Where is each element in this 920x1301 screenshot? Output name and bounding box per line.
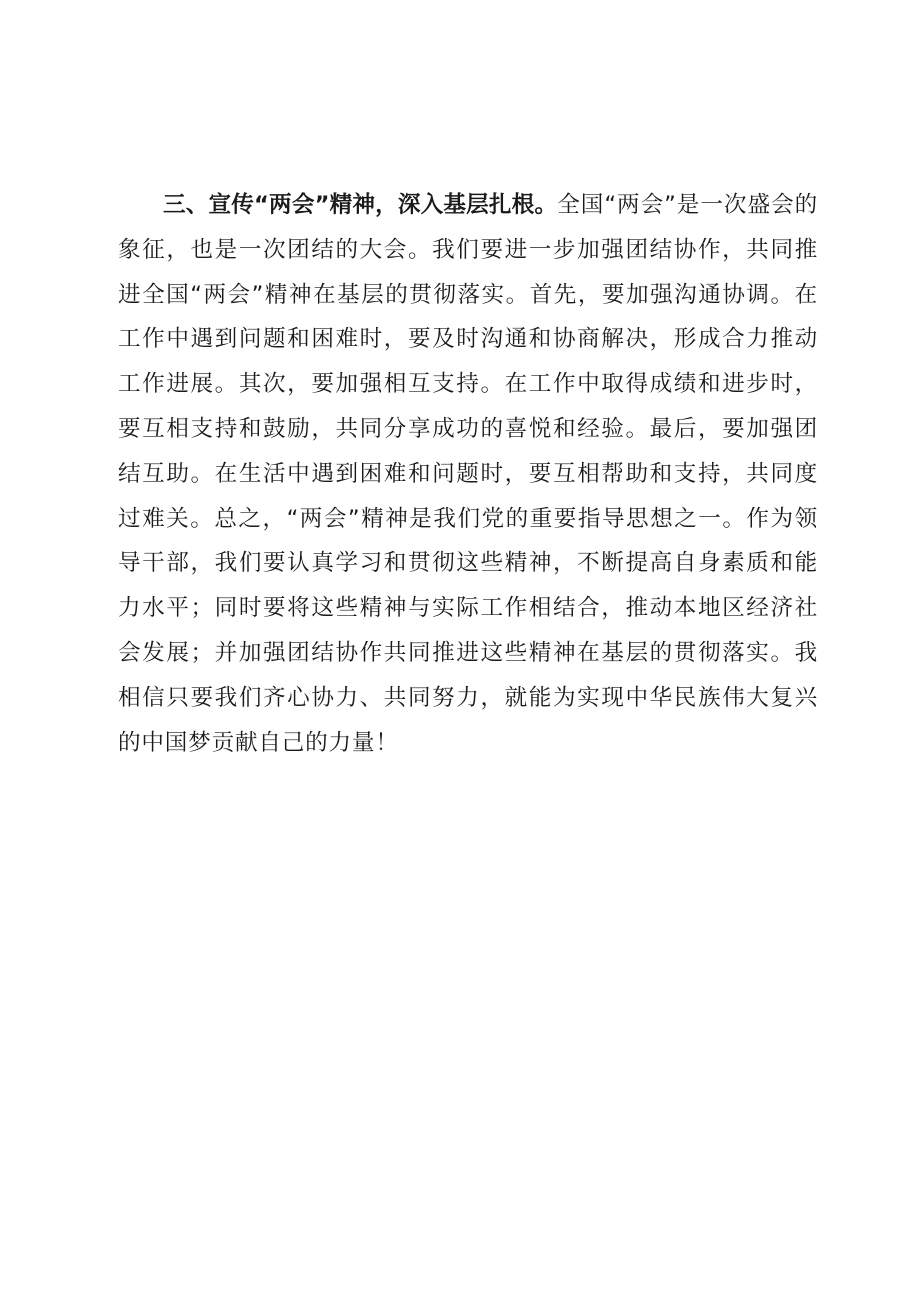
body-paragraph bbox=[118, 183, 818, 765]
paragraph-text: 全国“两会”是一次盛会的象征，也是一次团结的大会。我们要进一步加强团结协作，共同推进全国“两会”精神在基层的贯彻落实。首先，要加强沟通协调。在工作中遇到问题和困难时，要及时沟通和协商解决，形成合力推动工作进展。其次，要加强相互支持。在工作中取得成绩和进步时，要互相支持和鼓励，共同分享成功的喜悦和经验。最后，要加强团结互助。在生活中遇到困难和问题时，要互相帮助和支持，共同度过难关。总之，“两会”精神是我们党的重要指导思想之一。作为领导干部，我们要认真学习和贯彻这些精神，不断提高自身素质和能力水平；同时要将这些精神与实际工作相结合，推动本地区经济社会发展；并加强团结协作共同推进这些精神在基层的贯彻落实。我相信只要我们齐心协力、共同努力，就能为实现中华民族伟大复兴的中国梦贡献自己的力量！ bbox=[118, 192, 819, 756]
section-heading: 三、宣传“两会”精神，深入基层扎根。 bbox=[163, 192, 558, 218]
